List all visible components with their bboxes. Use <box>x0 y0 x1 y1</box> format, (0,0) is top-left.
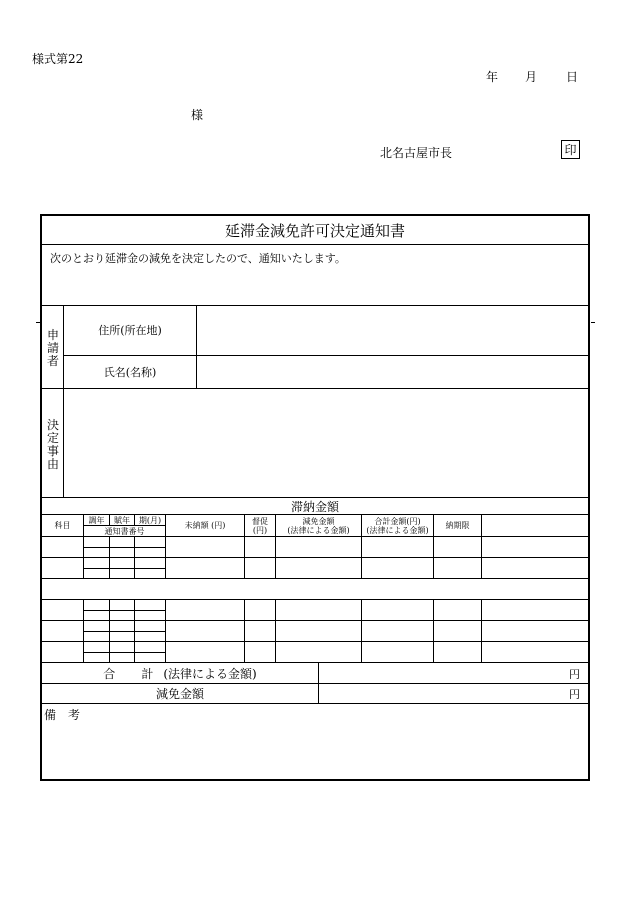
date-day-label: 日 <box>566 70 579 84</box>
divider <box>83 652 165 653</box>
col-reminder-line2: (円) <box>252 525 268 535</box>
col-due-date: 納期限 <box>445 521 470 530</box>
sum-label-c: (法律による金額) <box>163 666 257 681</box>
divider <box>42 641 588 642</box>
exempt-total-label: 減免金額 <box>155 687 204 701</box>
sum-label-b: 計 <box>141 666 154 681</box>
divider <box>109 514 110 525</box>
col-period: 期(月) <box>138 515 162 525</box>
divider <box>83 568 165 569</box>
decision-field[interactable] <box>64 389 587 496</box>
exempt-unit: 円 <box>569 688 580 701</box>
divider <box>275 514 276 578</box>
divider <box>134 536 135 578</box>
divider <box>318 662 319 683</box>
arrears-section-title: 滞納金額 <box>290 499 339 514</box>
col-item: 科目 <box>54 521 71 530</box>
seal-box: 印 <box>561 140 580 159</box>
decision-side-label: 決定事由 <box>46 418 59 471</box>
col-exempt <box>276 515 361 536</box>
addressee-suffix: 様 <box>191 108 204 122</box>
divider <box>42 578 588 579</box>
divider <box>42 244 588 245</box>
divider <box>42 620 588 621</box>
date-month-label: 月 <box>525 70 538 84</box>
col-total-line2: (法律による金額) <box>366 525 429 535</box>
col-tax-year: 調年 <box>88 515 105 525</box>
col-exempt-line2: (法律による金額) <box>287 525 350 535</box>
sum-label-a: 合 <box>103 666 116 681</box>
divider <box>83 631 165 632</box>
address-label: 住所(所在地) <box>98 324 162 337</box>
divider <box>244 599 245 662</box>
col-reminder <box>245 515 275 536</box>
applicant-side-label: 申請者 <box>46 328 59 368</box>
col-total <box>362 515 433 536</box>
divider <box>83 610 165 611</box>
divider <box>481 599 482 662</box>
sum-label <box>42 663 318 683</box>
divider <box>165 599 166 662</box>
col-exempt-line1: 減免金額 <box>302 516 335 526</box>
divider <box>244 514 245 578</box>
divider <box>109 536 110 578</box>
remarks-label: 備 考 <box>44 708 81 722</box>
intro-text: 次のとおり延滞金の減免を決定したので、通知いたします。 <box>50 252 346 265</box>
divider <box>109 599 110 662</box>
divider <box>83 514 84 578</box>
divider <box>481 514 482 578</box>
notice-form <box>40 214 590 781</box>
col-total-line1: 合計金額(円) <box>374 516 421 526</box>
name-label: 氏名(名称) <box>103 366 157 379</box>
col-levy-year: 賦年 <box>114 515 130 525</box>
divider <box>433 514 434 578</box>
divider <box>134 514 135 525</box>
divider <box>134 599 135 662</box>
divider <box>42 536 588 537</box>
divider <box>83 547 165 548</box>
divider <box>42 599 588 600</box>
divider <box>275 599 276 662</box>
col-reminder-line1: 督促 <box>252 516 268 526</box>
date-year-label: 年 <box>486 70 499 84</box>
divider <box>42 557 588 558</box>
divider <box>83 525 165 526</box>
col-notice-number: 通知書番号 <box>104 526 145 536</box>
divider <box>42 703 588 704</box>
col-unpaid: 未納額 (円) <box>184 521 226 530</box>
form-title: 延滞金減免許可決定通知書 <box>224 221 405 240</box>
divider <box>361 599 362 662</box>
sum-unit: 円 <box>569 668 580 681</box>
divider <box>361 514 362 578</box>
address-field[interactable] <box>197 306 587 355</box>
divider <box>165 514 166 578</box>
divider <box>83 599 84 662</box>
right-tick <box>591 322 595 323</box>
issuer-name: 北名古屋市長 <box>380 146 453 160</box>
name-field[interactable] <box>197 356 587 388</box>
divider <box>318 683 319 703</box>
divider <box>433 599 434 662</box>
form-number: 様式第22 <box>32 52 84 66</box>
